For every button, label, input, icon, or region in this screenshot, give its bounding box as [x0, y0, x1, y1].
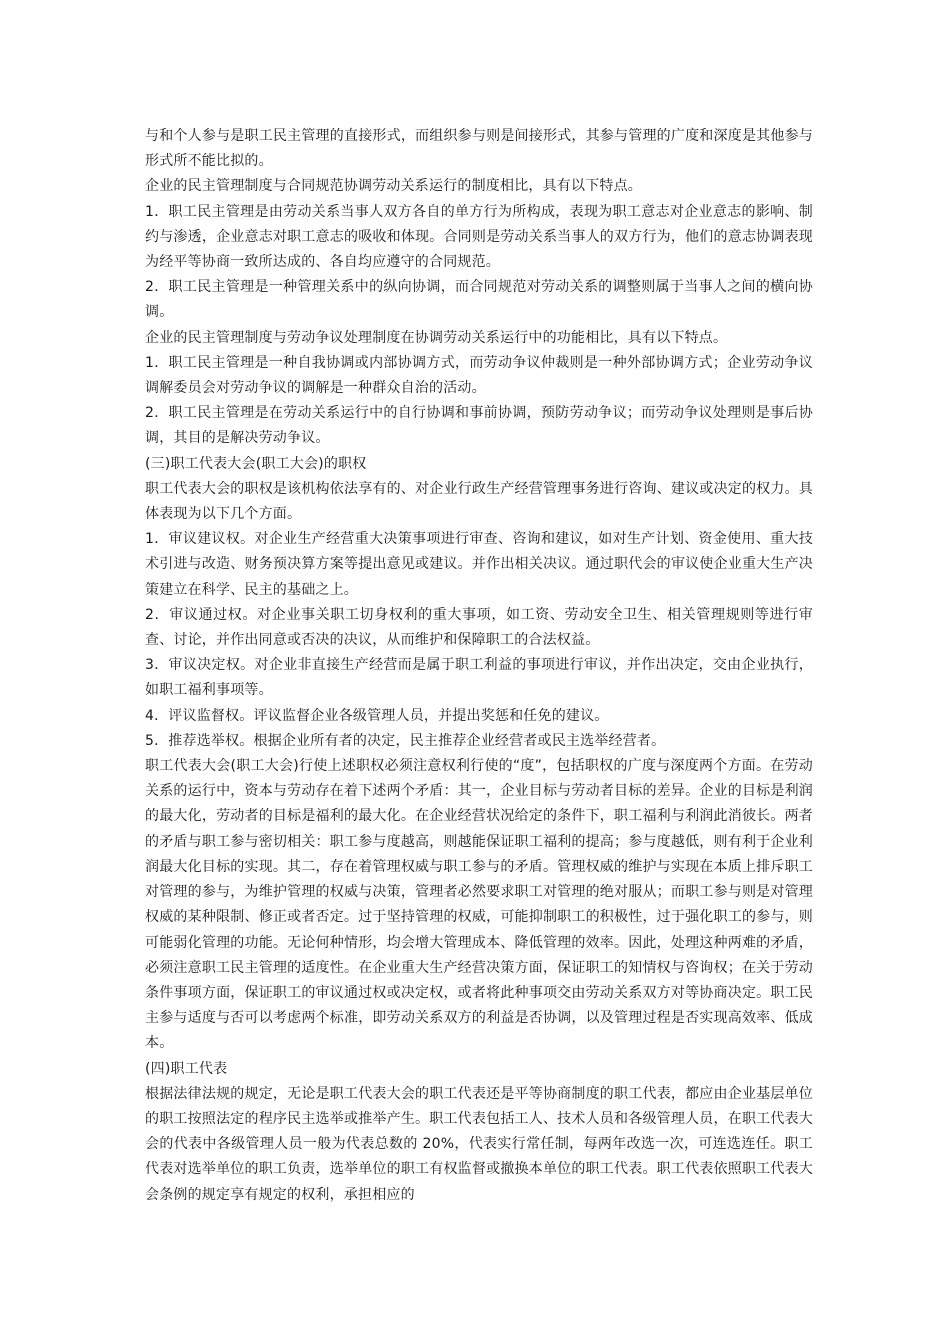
paragraph-contract-point-1: 1．职工民主管理是由劳动关系当事人双方各自的单方行为所构成，表现为职工意志对企业意志的影响、制约与渗透，企业意志对职工意志的吸收和体现。合同则是劳动关系当事人的双方行为，他们的意志协调表现为经平等协商一致所达成的、各自均应遵守的合同规范。: [145, 203, 813, 271]
paragraph-power-5: 5．推荐选举权。根据企业所有者的决定，民主推荐企业经营者或民主选举经营者。: [145, 732, 666, 749]
paragraph-dispute-comparison-intro: 企业的民主管理制度与劳动争议处理制度在协调劳动关系运行中的功能相比，具有以下特点。: [145, 329, 728, 346]
paragraph-representatives: 根据法律法规的规定，无论是职工代表大会的职工代表还是平等协商制度的职工代表，都应由企业基层单位的职工按照法定的程序民主选举或推举产生。职工代表包括工人、技术人员和各级管理人员，在职工代表大会的代表中各级管理人员一般为代表总数的 20%，代表实行常任制，每两年改选一次，可连选连任。职工代表对选举单位的职工负责，选举单位的职工有权监督或撤换本单位的职工代表。职工代表依照职工代表大会条例的规定享有规定的权利，承担相应的: [145, 1085, 813, 1203]
paragraph-power-1: 1．审议建议权。对企业生产经营重大决策事项进行审查、咨询和建议，如对生产计划、资金使用、重大技术引进与改造、财务预决算方案等提出意见或建议。并作出相关决议。通过职代会的审议使企业重大生产决策建立在科学、民主的基础之上。: [145, 531, 813, 598]
paragraph-power-2: 2．审议通过权。对企业事关职工切身权利的重大事项，如工资、劳动安全卫生、相关管理规则等进行审查、讨论，并作出同意或否决的决议，从而维护和保障职工的合法权益。: [145, 606, 813, 649]
section-heading-powers: (三)职工代表大会(职工大会)的职权: [145, 455, 367, 472]
paragraph-power-4: 4．评议监督权。评议监督企业各级管理人员，并提出奖惩和任免的建议。: [145, 707, 609, 724]
document-body: [145, 124, 813, 1208]
paragraph-powers-degree: 职工代表大会(职工大会)行使上述职权必须注意权利行使的“度”，包括职权的广度与深度两个方面。在劳动关系的运行中，资本与劳动存在着下述两个矛盾：其一，企业目标与劳动者目标的差异。企业的目标是利润的最大化，劳动者的目标是福利的最大化。在企业经营状况给定的条件下，职工福利与利润此消彼长。两者的矛盾与职工参与密切相关：职工参与度越高，则越能保证职工福利的提高；参与度越低，则有利于企业利润最大化目标的实现。其二，存在着管理权威与职工参与的矛盾。管理权威的维护与实现在本质上排斥职工对管理的参与，为维护管理的权威与决策，管理者必然要求职工对管理的绝对服从；而职工参与则是对管理权威的某种限制、修正或者否定。过于坚持管理的权威，可能抑制职工的积极性，过于强化职工的参与，则可能弱化管理的功能。无论何种情形，均会增大管理成本、降低管理的效率。因此，处理这种两难的矛盾，必须注意职工民主管理的适度性。在企业重大生产经营决策方面，保证职工的知情权与咨询权；在关于劳动条件事项方面，保证职工的审议通过权或决定权，或者将此种事项交由劳动关系双方对等协商决定。职工民主参与适度与否可以考虑两个标准，即劳动关系双方的利益是否协调，以及管理过程是否实现高效率、低成本。: [145, 758, 813, 1052]
paragraph-dispute-point-1: 1．职工民主管理是一种自我协调或内部协调方式，而劳动争议仲裁则是一种外部协调方式；企业劳动争议调解委员会对劳动争议的调解是一种群众自治的活动。: [145, 354, 813, 397]
paragraph-power-3: 3．审议决定权。对企业非直接生产经营而是属于职工利益的事项进行审议，并作出决定，交由企业执行，如职工福利事项等。: [145, 657, 813, 699]
section-heading-representatives: (四)职工代表: [145, 1060, 228, 1077]
paragraph-contract-point-2: 2．职工民主管理是一种管理关系中的纵向协调，而合同规范对劳动关系的调整则属于当事人之间的横向协调。: [145, 279, 813, 321]
paragraph-intro-continuation: 与和个人参与是职工民主管理的直接形式，而组织参与则是间接形式，其参与管理的广度和深度是其他参与形式所不能比拟的。: [145, 128, 813, 170]
paragraph-powers-intro: 职工代表大会的职权是该机构依法享有的、对企业行政生产经营管理事务进行咨询、建议或决定的权力。具体表现为以下几个方面。: [145, 480, 813, 523]
paragraph-contract-comparison-intro: 企业的民主管理制度与合同规范协调劳动关系运行的制度相比，具有以下特点。: [145, 178, 642, 195]
paragraph-dispute-point-2: 2．职工民主管理是在劳动关系运行中的自行协调和事前协调，预防劳动争议；而劳动争议处理则是事后协调，其目的是解决劳动争议。: [145, 405, 813, 447]
